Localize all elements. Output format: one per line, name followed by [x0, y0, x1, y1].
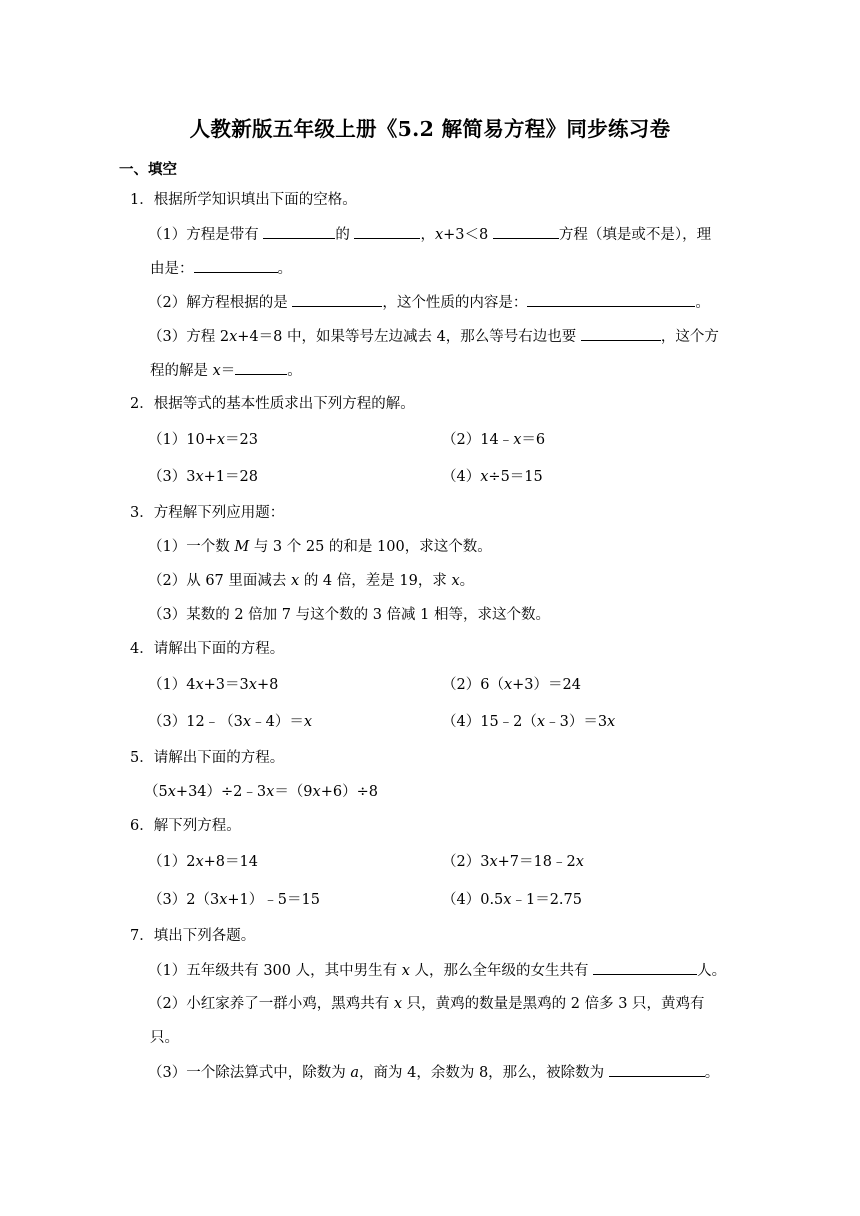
answer-blank[interactable] — [527, 292, 695, 307]
question-6-item-1: （1）2x+8＝14 — [148, 854, 258, 870]
question-1-part-3-cont: 程的解是 x＝ 。 — [150, 360, 302, 381]
question-2-stem: 2．根据等式的基本性质求出下列方程的解。 — [130, 396, 415, 412]
question-5-stem: 5．请解出下面的方程。 — [130, 750, 285, 766]
question-4-item-4: （4）15﹣2（x﹣3）＝3x — [442, 714, 616, 730]
question-5-equation: （5x+34）÷2﹣3x＝（9x+6）÷8 — [144, 784, 378, 800]
answer-blank[interactable] — [235, 360, 287, 375]
question-4-item-1: （1）4x+3＝3x+8 — [148, 677, 279, 693]
question-1-stem: 1．根据所学知识填出下面的空格。 — [130, 192, 357, 208]
page-title: 人教新版五年级上册《5.2 解简易方程》同步练习卷 — [189, 117, 671, 141]
question-7-part-2: （2）小红家养了一群小鸡，黑鸡共有 x 只，黄鸡的数量是黑鸡的 2 倍多 3 只，黄鸡有 — [148, 996, 705, 1012]
question-7-stem: 7．填出下列各题。 — [130, 928, 256, 944]
question-6-item-3: （3）2（3x+1）﹣5＝15 — [148, 892, 320, 908]
question-7-part-2-cont: 只。 — [150, 1030, 179, 1046]
question-1-part-1-cont: 由是： 。 — [150, 258, 292, 279]
answer-blank[interactable] — [354, 224, 420, 239]
question-1-part-3: （3）方程 2x+4＝8 中，如果等号左边减去 4，那么等号右边也要 ，这个方 — [148, 326, 719, 347]
answer-blank[interactable] — [593, 960, 697, 975]
question-7-part-1: （1）五年级共有 300 人，其中男生有 x 人，那么全年级的女生共有 人。 — [148, 960, 726, 981]
answer-blank[interactable] — [493, 224, 559, 239]
question-3-stem: 3．方程解下列应用题： — [130, 505, 285, 521]
answer-blank[interactable] — [292, 292, 382, 307]
answer-blank[interactable] — [194, 258, 278, 273]
question-6-item-4: （4）0.5x﹣1＝2.75 — [442, 892, 582, 908]
answer-blank[interactable] — [581, 326, 661, 341]
answer-blank[interactable] — [263, 224, 335, 239]
question-4-stem: 4．请解出下面的方程。 — [130, 641, 285, 657]
question-1-part-2: （2）解方程根据的是 ，这个性质的内容是： 。 — [148, 292, 710, 313]
question-3-part-1: （1）一个数 M 与 3 个 25 的和是 100，求这个数。 — [148, 539, 492, 555]
question-2-item-1: （1）10+x＝23 — [148, 432, 258, 448]
question-2-item-2: （2）14﹣x＝6 — [442, 432, 546, 448]
question-2-item-4: （4）x÷5＝15 — [442, 469, 543, 485]
answer-blank[interactable] — [609, 1062, 705, 1077]
question-4-item-2: （2）6（x+3）＝24 — [442, 677, 581, 693]
question-2-item-3: （3）3x+1＝28 — [148, 469, 258, 485]
question-3-part-2: （2）从 67 里面减去 x 的 4 倍，差是 19，求 x。 — [148, 573, 475, 589]
question-6-item-2: （2）3x+7＝18﹣2x — [442, 854, 584, 870]
question-7-part-3: （3）一个除法算式中，除数为 a，商为 4，余数为 8，那么，被除数为 。 — [148, 1062, 719, 1083]
section-heading: 一、填空 — [119, 161, 177, 178]
question-6-stem: 6．解下列方程。 — [130, 818, 241, 834]
question-4-item-3: （3）12﹣（3x﹣4）＝x — [148, 714, 313, 730]
question-3-part-3: （3）某数的 2 倍加 7 与这个数的 3 倍减 1 相等，求这个数。 — [148, 607, 550, 623]
question-1-part-1: （1）方程是带有 的 ，x+3＜8 方程（填是或不是），理 — [148, 224, 711, 245]
